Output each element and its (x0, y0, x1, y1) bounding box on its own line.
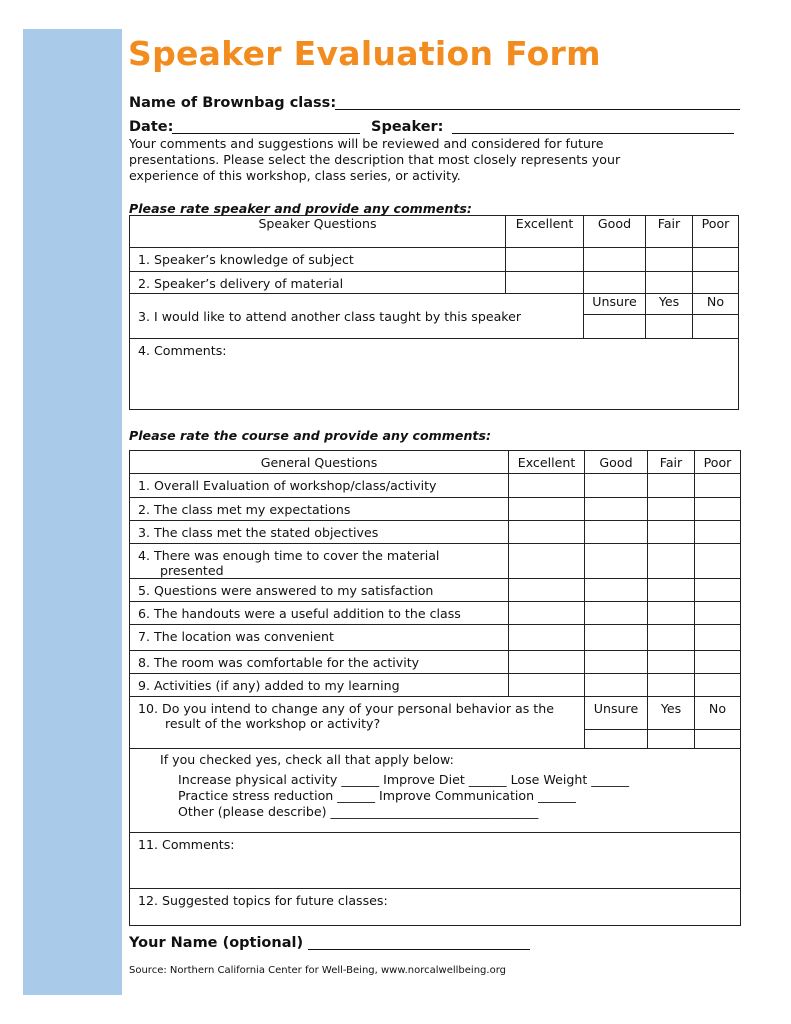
option-yes: Yes (646, 294, 693, 315)
option-cell[interactable] (585, 730, 648, 749)
date-label: Date: (129, 119, 174, 135)
rating-cell[interactable] (695, 498, 741, 521)
col-fair: Fair (646, 216, 693, 248)
rating-cell[interactable] (648, 674, 695, 697)
rating-cell[interactable] (585, 474, 648, 498)
option-unsure: Unsure (585, 697, 648, 730)
course-table (129, 450, 741, 926)
rating-cell[interactable] (584, 248, 646, 272)
rating-cell[interactable] (509, 474, 585, 498)
rating-cell[interactable] (509, 498, 585, 521)
rating-cell[interactable] (509, 579, 585, 602)
rating-cell[interactable] (695, 651, 741, 674)
rating-cell[interactable] (695, 602, 741, 625)
rating-cell[interactable] (648, 544, 695, 579)
option-cell[interactable] (695, 730, 741, 749)
rating-cell[interactable] (585, 651, 648, 674)
col-excellent: Excellent (509, 451, 585, 474)
course-q7: 7. The location was convenient (130, 625, 509, 651)
option-cell[interactable] (584, 315, 646, 339)
rating-cell[interactable] (695, 521, 741, 544)
col-poor: Poor (695, 451, 741, 474)
speaker-q3: 3. I would like to attend another class taught by this speaker (130, 294, 584, 339)
class-name-label: Name of Brownbag class: (129, 95, 337, 111)
course-q6: 6. The handouts were a useful addition to the class (130, 602, 509, 625)
course-q2: 2. The class met my expectations (130, 498, 509, 521)
rating-cell[interactable] (584, 272, 646, 294)
speaker-q2: 2. Speaker’s delivery of material (130, 272, 506, 294)
rating-cell[interactable] (585, 521, 648, 544)
rating-cell[interactable] (585, 544, 648, 579)
rating-cell[interactable] (648, 498, 695, 521)
speaker-label: Speaker: (371, 119, 444, 135)
rating-cell[interactable] (509, 544, 585, 579)
sidebar-accent (23, 29, 122, 995)
rating-cell[interactable] (695, 625, 741, 651)
option-no: No (693, 294, 739, 315)
option-cell[interactable] (693, 315, 739, 339)
course-q4-line2: presented (160, 563, 224, 578)
course-section-heading: Please rate the course and provide any comments: (129, 428, 491, 443)
col-poor: Poor (693, 216, 739, 248)
col-good: Good (584, 216, 646, 248)
source-note: Source: Northern California Center for Well-Being, www.norcalwellbeing.org (129, 965, 506, 976)
speaker-table (129, 215, 739, 410)
rating-cell[interactable] (646, 272, 693, 294)
rating-cell[interactable] (585, 602, 648, 625)
rating-cell[interactable] (506, 248, 584, 272)
col-excellent: Excellent (506, 216, 584, 248)
course-q10 (130, 697, 585, 749)
rating-cell[interactable] (693, 248, 739, 272)
rating-cell[interactable] (585, 579, 648, 602)
rating-cell[interactable] (648, 579, 695, 602)
course-q10-line2: result of the workshop or activity? (165, 716, 381, 731)
speaker-section-heading: Please rate speaker and provide any comments: (129, 201, 472, 216)
course-q3: 3. The class met the stated objectives (130, 521, 509, 544)
option-yes: Yes (648, 697, 695, 730)
option-no: No (695, 697, 741, 730)
rating-cell[interactable] (585, 674, 648, 697)
course-q8: 8. The room was comfortable for the activity (130, 651, 509, 674)
rating-cell[interactable] (695, 544, 741, 579)
course-q4 (130, 544, 509, 579)
col-general-questions: General Questions (130, 451, 509, 474)
followup-option-line-2[interactable]: Practice stress reduction ______ Improve Communication ______ (178, 788, 576, 803)
class-name-field[interactable] (335, 109, 740, 110)
course-q9: 9. Activities (if any) added to my learning (130, 674, 509, 697)
speaker-q1: 1. Speaker’s knowledge of subject (130, 248, 506, 272)
rating-cell[interactable] (648, 651, 695, 674)
rating-cell[interactable] (509, 521, 585, 544)
option-unsure: Unsure (584, 294, 646, 315)
speaker-comments[interactable]: 4. Comments: (130, 339, 739, 410)
rating-cell[interactable] (695, 579, 741, 602)
rating-cell[interactable] (648, 521, 695, 544)
rating-cell[interactable] (509, 674, 585, 697)
rating-cell[interactable] (648, 474, 695, 498)
rating-cell[interactable] (585, 498, 648, 521)
course-q5: 5. Questions were answered to my satisfaction (130, 579, 509, 602)
followup-instruction: If you checked yes, check all that apply below: (160, 752, 454, 767)
behavior-change-followup (130, 749, 741, 833)
speaker-field[interactable] (452, 133, 734, 134)
intro-text: Your comments and suggestions will be reviewed and considered for future presentations. Please select the description that most closely represents your experience of this workshop, class series, or activity. (129, 136, 621, 183)
rating-cell[interactable] (506, 272, 584, 294)
rating-cell[interactable] (585, 625, 648, 651)
course-q1: 1. Overall Evaluation of workshop/class/activity (130, 474, 509, 498)
rating-cell[interactable] (648, 625, 695, 651)
followup-option-line-3[interactable]: Other (please describe) _________________________________ (178, 804, 539, 819)
rating-cell[interactable] (695, 474, 741, 498)
your-name-label: Your Name (optional) (129, 935, 304, 951)
date-field[interactable] (172, 133, 360, 134)
your-name-field[interactable] (308, 949, 530, 950)
followup-option-line-1[interactable]: Increase physical activity ______ Improve Diet ______ Lose Weight ______ (178, 772, 630, 787)
course-comments[interactable]: 11. Comments: (130, 833, 741, 889)
rating-cell[interactable] (509, 625, 585, 651)
col-speaker-questions: Speaker Questions (130, 216, 506, 248)
option-cell[interactable] (648, 730, 695, 749)
rating-cell[interactable] (646, 248, 693, 272)
course-q4-line1: 4. There was enough time to cover the material (138, 548, 440, 563)
suggested-topics[interactable]: 12. Suggested topics for future classes: (130, 889, 741, 926)
option-cell[interactable] (646, 315, 693, 339)
rating-cell[interactable] (695, 674, 741, 697)
rating-cell[interactable] (509, 651, 585, 674)
page-title: Speaker Evaluation Form (128, 34, 601, 73)
rating-cell[interactable] (648, 602, 695, 625)
col-fair: Fair (648, 451, 695, 474)
course-q10-line1: 10. Do you intend to change any of your personal behavior as the (138, 701, 554, 716)
rating-cell[interactable] (509, 602, 585, 625)
rating-cell[interactable] (693, 272, 739, 294)
col-good: Good (585, 451, 648, 474)
